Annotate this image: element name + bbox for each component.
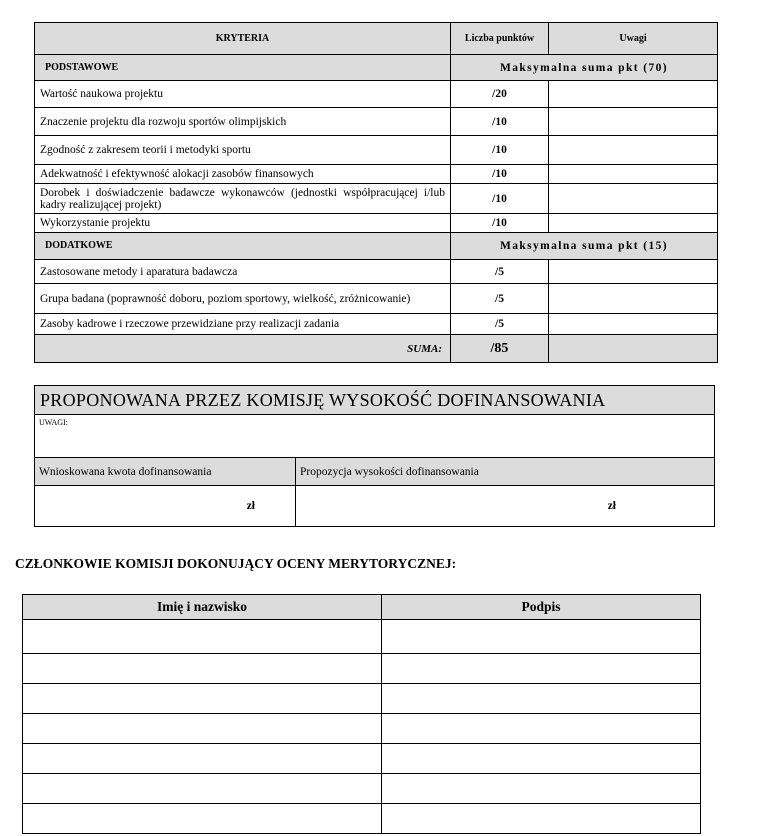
funding-table [34,385,715,527]
criteria-header-row [35,23,718,55]
criterion-notes-cell[interactable] [549,108,718,136]
criterion-notes-cell[interactable] [549,184,718,214]
funding-notes-label: UWAGI: [39,418,68,427]
sum-notes-cell [549,335,718,363]
table-row [23,714,701,744]
criterion-notes-cell[interactable] [549,314,718,335]
members-table [22,594,701,834]
name-column-header: Imię i nazwisko [23,595,382,620]
member-name-cell[interactable] [23,774,382,804]
criterion-notes-cell[interactable] [549,284,718,314]
additional-section-label: DODATKOWE [35,233,451,260]
requested-currency: zł [246,500,255,512]
criterion-label: Zasoby kadrowe i rzeczowe przewidziane przy realizacji zadania [35,314,451,335]
criterion-points: /10 [451,165,549,184]
table-row [23,804,701,834]
proposed-currency: zł [607,500,617,512]
table-row [35,108,718,136]
criteria-table [34,22,718,363]
criterion-notes-cell[interactable] [549,136,718,165]
proposed-amount-label: Propozycja wysokości dofinansowania [296,458,715,486]
sum-row [35,335,718,363]
sum-value: /85 [451,335,549,363]
member-signature-cell[interactable] [382,620,701,654]
points-column-header: Liczba punktów [451,23,549,55]
criterion-label: Wykorzystanie projektu [35,214,451,233]
criterion-label: Dorobek i doświadczenie badawcze wykonawców (jednostki współpracującej i/lub kadry realizującej projekt) [35,184,451,214]
table-row [35,314,718,335]
additional-section-row [35,233,718,260]
proposed-amount-field[interactable] [296,486,715,527]
requested-amount-field[interactable] [35,486,296,527]
member-signature-cell[interactable] [382,654,701,684]
criterion-label: Zgodność z zakresem teorii i metodyki sportu [35,136,451,165]
criterion-notes-cell[interactable] [549,260,718,284]
table-row [35,260,718,284]
table-row [23,774,701,804]
member-name-cell[interactable] [23,804,382,834]
funding-title: PROPONOWANA PRZEZ KOMISJĘ WYSOKOŚĆ DOFINANSOWANIA [35,386,715,415]
member-signature-cell[interactable] [382,744,701,774]
notes-column-header: Uwagi [549,23,718,55]
table-row [23,654,701,684]
funding-labels-row [35,458,715,486]
criterion-label: Znaczenie projektu dla rozwoju sportów olimpijskich [35,108,451,136]
table-row [35,81,718,108]
criterion-points: /5 [451,284,549,314]
criterion-points: /5 [451,260,549,284]
table-row [35,214,718,233]
funding-title-row [35,386,715,415]
criterion-points: /10 [451,184,549,214]
member-signature-cell[interactable] [382,774,701,804]
table-row [23,684,701,714]
criterion-points: /10 [451,214,549,233]
table-row [35,284,718,314]
criterion-label: Adekwatność i efektywność alokacji zasobów finansowych [35,165,451,184]
members-header-row [23,595,701,620]
table-row [23,744,701,774]
members-heading: CZŁONKOWIE KOMISJI DOKONUJĄCY OCENY MERYTORYCZNEJ: [15,556,457,571]
member-signature-cell[interactable] [382,804,701,834]
criteria-column-header: KRYTERIA [35,23,451,55]
member-signature-cell[interactable] [382,714,701,744]
member-name-cell[interactable] [23,620,382,654]
funding-notes-row [35,415,715,458]
member-name-cell[interactable] [23,744,382,774]
criterion-points: /10 [451,136,549,165]
table-row [35,165,718,184]
criterion-notes-cell[interactable] [549,165,718,184]
criterion-label: Zastosowane metody i aparatura badawcza [35,260,451,284]
funding-notes-field[interactable] [35,415,715,458]
member-signature-cell[interactable] [382,684,701,714]
table-row [35,136,718,165]
criterion-points: /5 [451,314,549,335]
table-row [23,620,701,654]
member-name-cell[interactable] [23,684,382,714]
basic-section-label: PODSTAWOWE [35,55,451,81]
criterion-label: Wartość naukowa projektu [35,81,451,108]
table-row [35,184,718,214]
funding-values-row [35,486,715,527]
requested-amount-label: Wnioskowana kwota dofinansowania [35,458,296,486]
additional-section-max: Maksymalna suma pkt (15) [451,233,718,260]
members-body [23,620,701,834]
criterion-points: /10 [451,108,549,136]
basic-section-max: Maksymalna suma pkt (70) [451,55,718,81]
criterion-points: /20 [451,81,549,108]
criterion-notes-cell[interactable] [549,81,718,108]
criterion-notes-cell[interactable] [549,214,718,233]
basic-section-row [35,55,718,81]
criterion-label: Grupa badana (poprawność doboru, poziom sportowy, wielkość, zróżnicowanie) [35,284,451,314]
member-name-cell[interactable] [23,714,382,744]
signature-column-header: Podpis [382,595,701,620]
sum-label: SUMA: [35,335,451,363]
member-name-cell[interactable] [23,654,382,684]
